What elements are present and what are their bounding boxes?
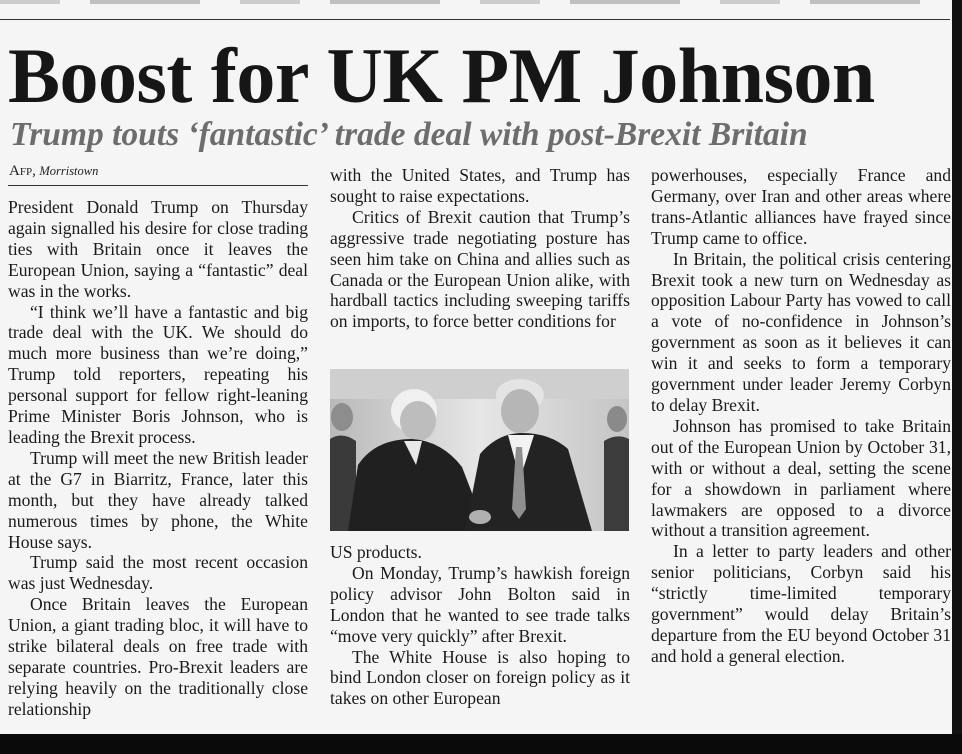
paragraph: On Monday, Trump’s hawkish foreign policy advisor John Bolton said in London that he wanted to see trade talks “move very quickly” after Brexit. (330, 562, 630, 646)
column-1 (8, 197, 308, 720)
paragraph: powerhouses, especially France and Germany, over Iran and other areas where trans-Atlantic alliances have frayed since Trump came to office. (651, 165, 951, 248)
paragraph: Johnson has promised to take Britain out of the European Union by October 31, with or without a deal, setting the scene for a showdown in parliament where lawmakers are opposed to a divorce without a transition agreement. (651, 415, 951, 541)
headline: Boost for UK PM Johnson (8, 32, 875, 119)
byline-city: Morristown (39, 164, 99, 178)
column-2-bottom (330, 542, 630, 709)
news-photo (330, 369, 629, 531)
photo-illustration (330, 369, 629, 531)
column-2-top (330, 165, 630, 332)
paragraph: Once Britain leaves the European Union, a giant trading bloc, it will have to strike bilateral deals on free trade with separate countries. Pro-Brexit leaders are relying heavily on the traditionally close relationship (8, 594, 308, 719)
scan-edge-right (952, 0, 962, 754)
paragraph: “I think we’ll have a fantastic and big trade deal with the UK. We should do much more business than we’re doing,” Trump told reporters, repeating his personal support for fellow right-leaning Prime Minister Boris Johnson, who is leading the Brexit process. (8, 301, 308, 447)
subheadline: Trump touts ‘fantastic’ trade deal with post-Brexit Britain (10, 116, 808, 153)
paragraph: Critics of Brexit caution that Trump’s aggressive trade negotiating posture has seen him take on China and allies such as Canada or the European Union alike, with hardball tactics including sweeping tariffs on imports, to force better conditions for (330, 206, 630, 332)
previous-article-strip (0, 0, 952, 4)
paragraph: In Britain, the political crisis centering Brexit took a new turn on Wednesday as opposition Labour Party has vowed to call a vote of no-confidence in Johnson’s government as soon as it believes it can win it and seeks to form a temporary government under leader Jeremy Corbyn to delay Brexit. (651, 248, 951, 415)
byline (9, 162, 98, 181)
paragraph: Trump said the most recent occasion was just Wednesday. (8, 552, 308, 594)
byline-divider (8, 185, 308, 186)
paragraph: The White House is also hoping to bind London closer on foreign policy as it takes on other European (330, 646, 630, 709)
paragraph: US products. (330, 542, 422, 562)
paragraph: with the United States, and Trump has sought to raise expectations. (330, 165, 630, 206)
scan-edge-bottom (0, 734, 962, 754)
paragraph: In a letter to party leaders and other senior politicians, Corbyn said his “strictly time-limited temporary government” would delay Britain’s departure from the EU beyond October 31 and hold a general election. (651, 541, 951, 666)
paragraph: Trump will meet the new British leader at the G7 in Biarritz, France, later this month, but they have already talked numerous times by phone, the White House says. (8, 447, 308, 552)
top-divider (0, 19, 950, 20)
paragraph: President Donald Trump on Thursday again signalled his desire for close trading ties with Britain once it leaves the European Union, saying a “fantastic” deal was in the works. (8, 197, 308, 301)
column-3 (651, 165, 951, 667)
byline-agency: Afp, (9, 163, 36, 179)
